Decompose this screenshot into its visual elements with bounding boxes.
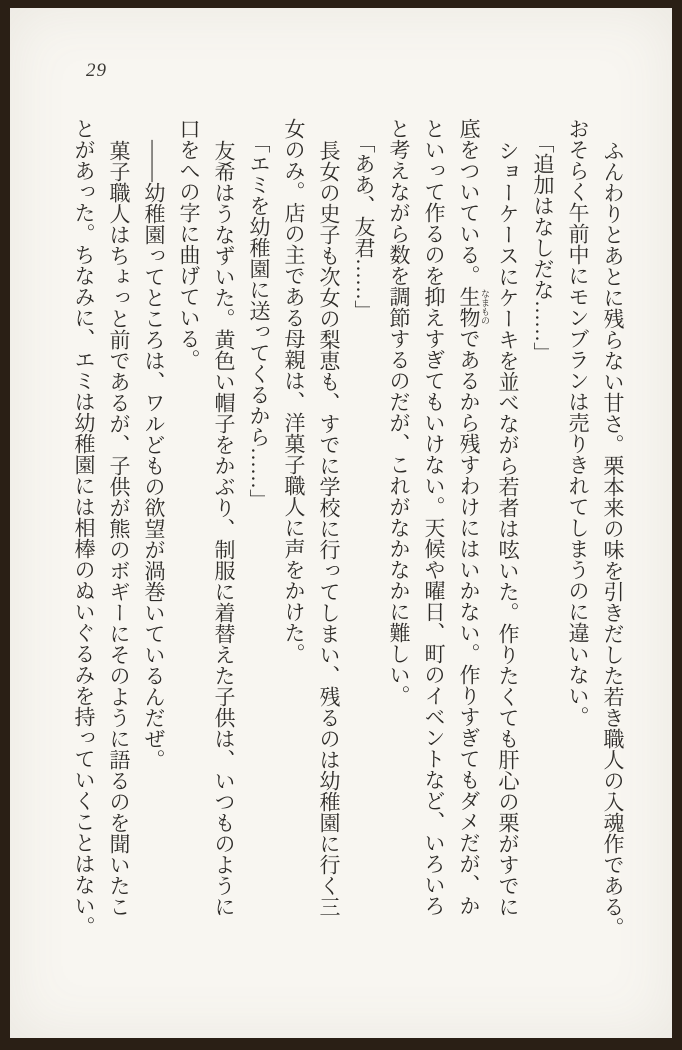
text-column: 底をついている。生物 なまものであるから残すわけにはいかない。作りすぎてもダメだが、か	[457, 118, 490, 916]
text-column: と考えながら数を調節するのだが、これがなかなかに難しい。	[387, 118, 411, 706]
text-column: ショーケースにケーキを並べながら若者は呟いた。作りたくても肝心の栗がすでに	[496, 140, 520, 917]
text-column: おそらく午前中にモンブランは売りきれてしまうのに違いない。	[566, 118, 590, 727]
text-column: 女のみ。店の主である母親は、洋菓子職人に声をかけた。	[282, 118, 306, 664]
text-column: ――幼稚園ってところは、ワルどもの欲望が渦巻いているんだぜ。	[142, 140, 166, 770]
page-number: 29	[86, 60, 107, 81]
text-column: 長女の史子も次女の梨恵も、すでに学校に行ってしまい、残るのは幼稚園に行く三	[317, 140, 341, 917]
furigana-ruby: 生物 なまもの	[457, 286, 490, 328]
text-column: ふんわりとあとに残らない甘さ。栗本来の味を引きだした若き職人の入魂作である。	[601, 140, 625, 938]
text-column: 友希はうなずいた。黄色い帽子をかぶり、制服に着替えた子供は、いつものように	[212, 140, 236, 917]
book-page	[10, 8, 672, 1038]
text-column: 口をへの字に曲げている。	[177, 118, 201, 370]
text-column: 「エミを幼稚園に送ってくるから……」	[247, 132, 271, 510]
text-column: とがあった。ちなみに、エミは幼稚園には相棒のぬいぐるみを持っていくことはない。	[72, 118, 96, 937]
text-column: 「追加はなしだな……」	[531, 132, 555, 363]
text-column: 菓子職人はちょっと前であるが、子供が熊のボギーにそのように語るのを聞いたこ	[107, 140, 131, 917]
text-column: といって作るのを抑えすぎてもいけない。天候や曜日、町のイベントなど、いろいろ	[422, 118, 446, 916]
text-column: 「ああ、友君……」	[352, 132, 376, 321]
text-columns	[66, 118, 630, 966]
